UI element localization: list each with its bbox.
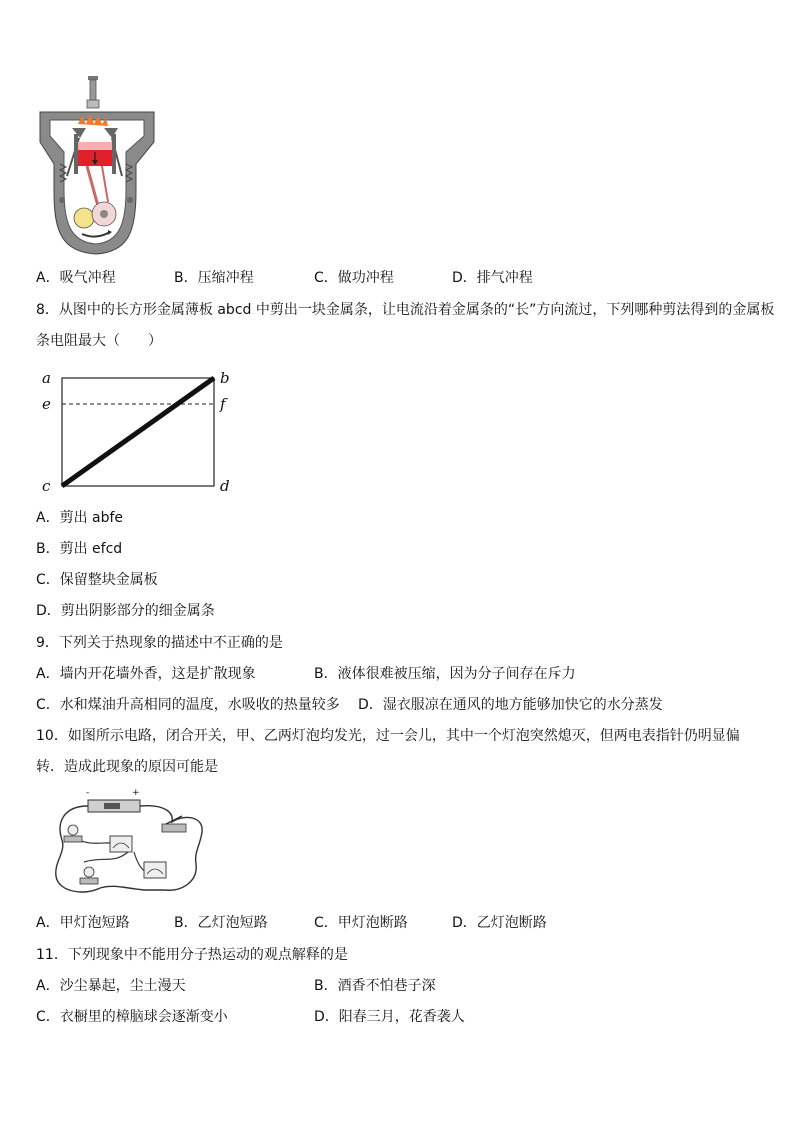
q8-stem-line2: 条电阻最大（ ） <box>36 333 162 349</box>
q7-option-d: D．排气冲程 <box>452 270 533 286</box>
battery-plus-label: + <box>132 788 140 798</box>
q10-stem-line1: 10．如图所示电路，闭合开关，甲、乙两灯泡均发光，过一会儿，其中一个灯泡突然熄灭，但两电表指针仍明显偏 <box>36 728 740 744</box>
q11-stem: 11．下列现象中不能用分子热运动的观点解释的是 <box>36 947 348 963</box>
q9-stem: 9．下列关于热现象的描述中不正确的是 <box>36 635 283 651</box>
q9-option-c: C．水和煤油升高相同的温度，水吸收的热量较多 <box>36 697 340 713</box>
label-c: c <box>42 477 51 495</box>
q7-option-a: A．吸气冲程 <box>36 270 116 286</box>
battery-minus-label: - <box>86 788 90 798</box>
q7-option-b: B．压缩冲程 <box>174 270 254 286</box>
q11-option-a: A．沙尘暴起，尘土漫天 <box>36 978 186 994</box>
q11-option-b: B．酒香不怕巷子深 <box>314 978 436 994</box>
label-f: f <box>220 395 226 413</box>
label-a: a <box>42 369 51 387</box>
engine-figure <box>32 72 162 262</box>
label-b: b <box>220 369 230 387</box>
q8-option-c: C．保留整块金属板 <box>36 572 158 588</box>
q8-option-b: B．剪出 efcd <box>36 541 123 557</box>
metal-plate-figure <box>36 366 236 496</box>
q11-option-c: C．衣橱里的樟脑球会逐渐变小 <box>36 1009 228 1025</box>
q9-option-b: B．液体很难被压缩，因为分子间存在斥力 <box>314 666 576 682</box>
circuit-figure <box>44 792 214 902</box>
label-d: d <box>220 477 230 495</box>
q8-option-a: A．剪出 abfe <box>36 510 124 526</box>
q10-option-b: B．乙灯泡短路 <box>174 915 268 931</box>
q11-option-d: D．阳春三月，花香袭人 <box>314 1009 465 1025</box>
q10-option-d: D．乙灯泡断路 <box>452 915 547 931</box>
q10-option-a: A．甲灯泡短路 <box>36 915 130 931</box>
q8-stem-line1: 8．从图中的长方形金属薄板 abcd 中剪出一块金属条，让电流沿着金属条的“长”方向流过，下列哪种剪法得到的金属板 <box>36 302 775 318</box>
q10-option-c: C．甲灯泡断路 <box>314 915 408 931</box>
q10-stem-line2: 转．造成此现象的原因可能是 <box>36 759 218 775</box>
q8-option-d: D．剪出阴影部分的细金属条 <box>36 603 215 619</box>
label-e: e <box>42 395 51 413</box>
q9-option-a: A．墙内开花墙外香，这是扩散现象 <box>36 666 256 682</box>
q9-option-d: D．湿衣服凉在通风的地方能够加快它的水分蒸发 <box>358 697 663 713</box>
q7-option-c: C．做功冲程 <box>314 270 394 286</box>
